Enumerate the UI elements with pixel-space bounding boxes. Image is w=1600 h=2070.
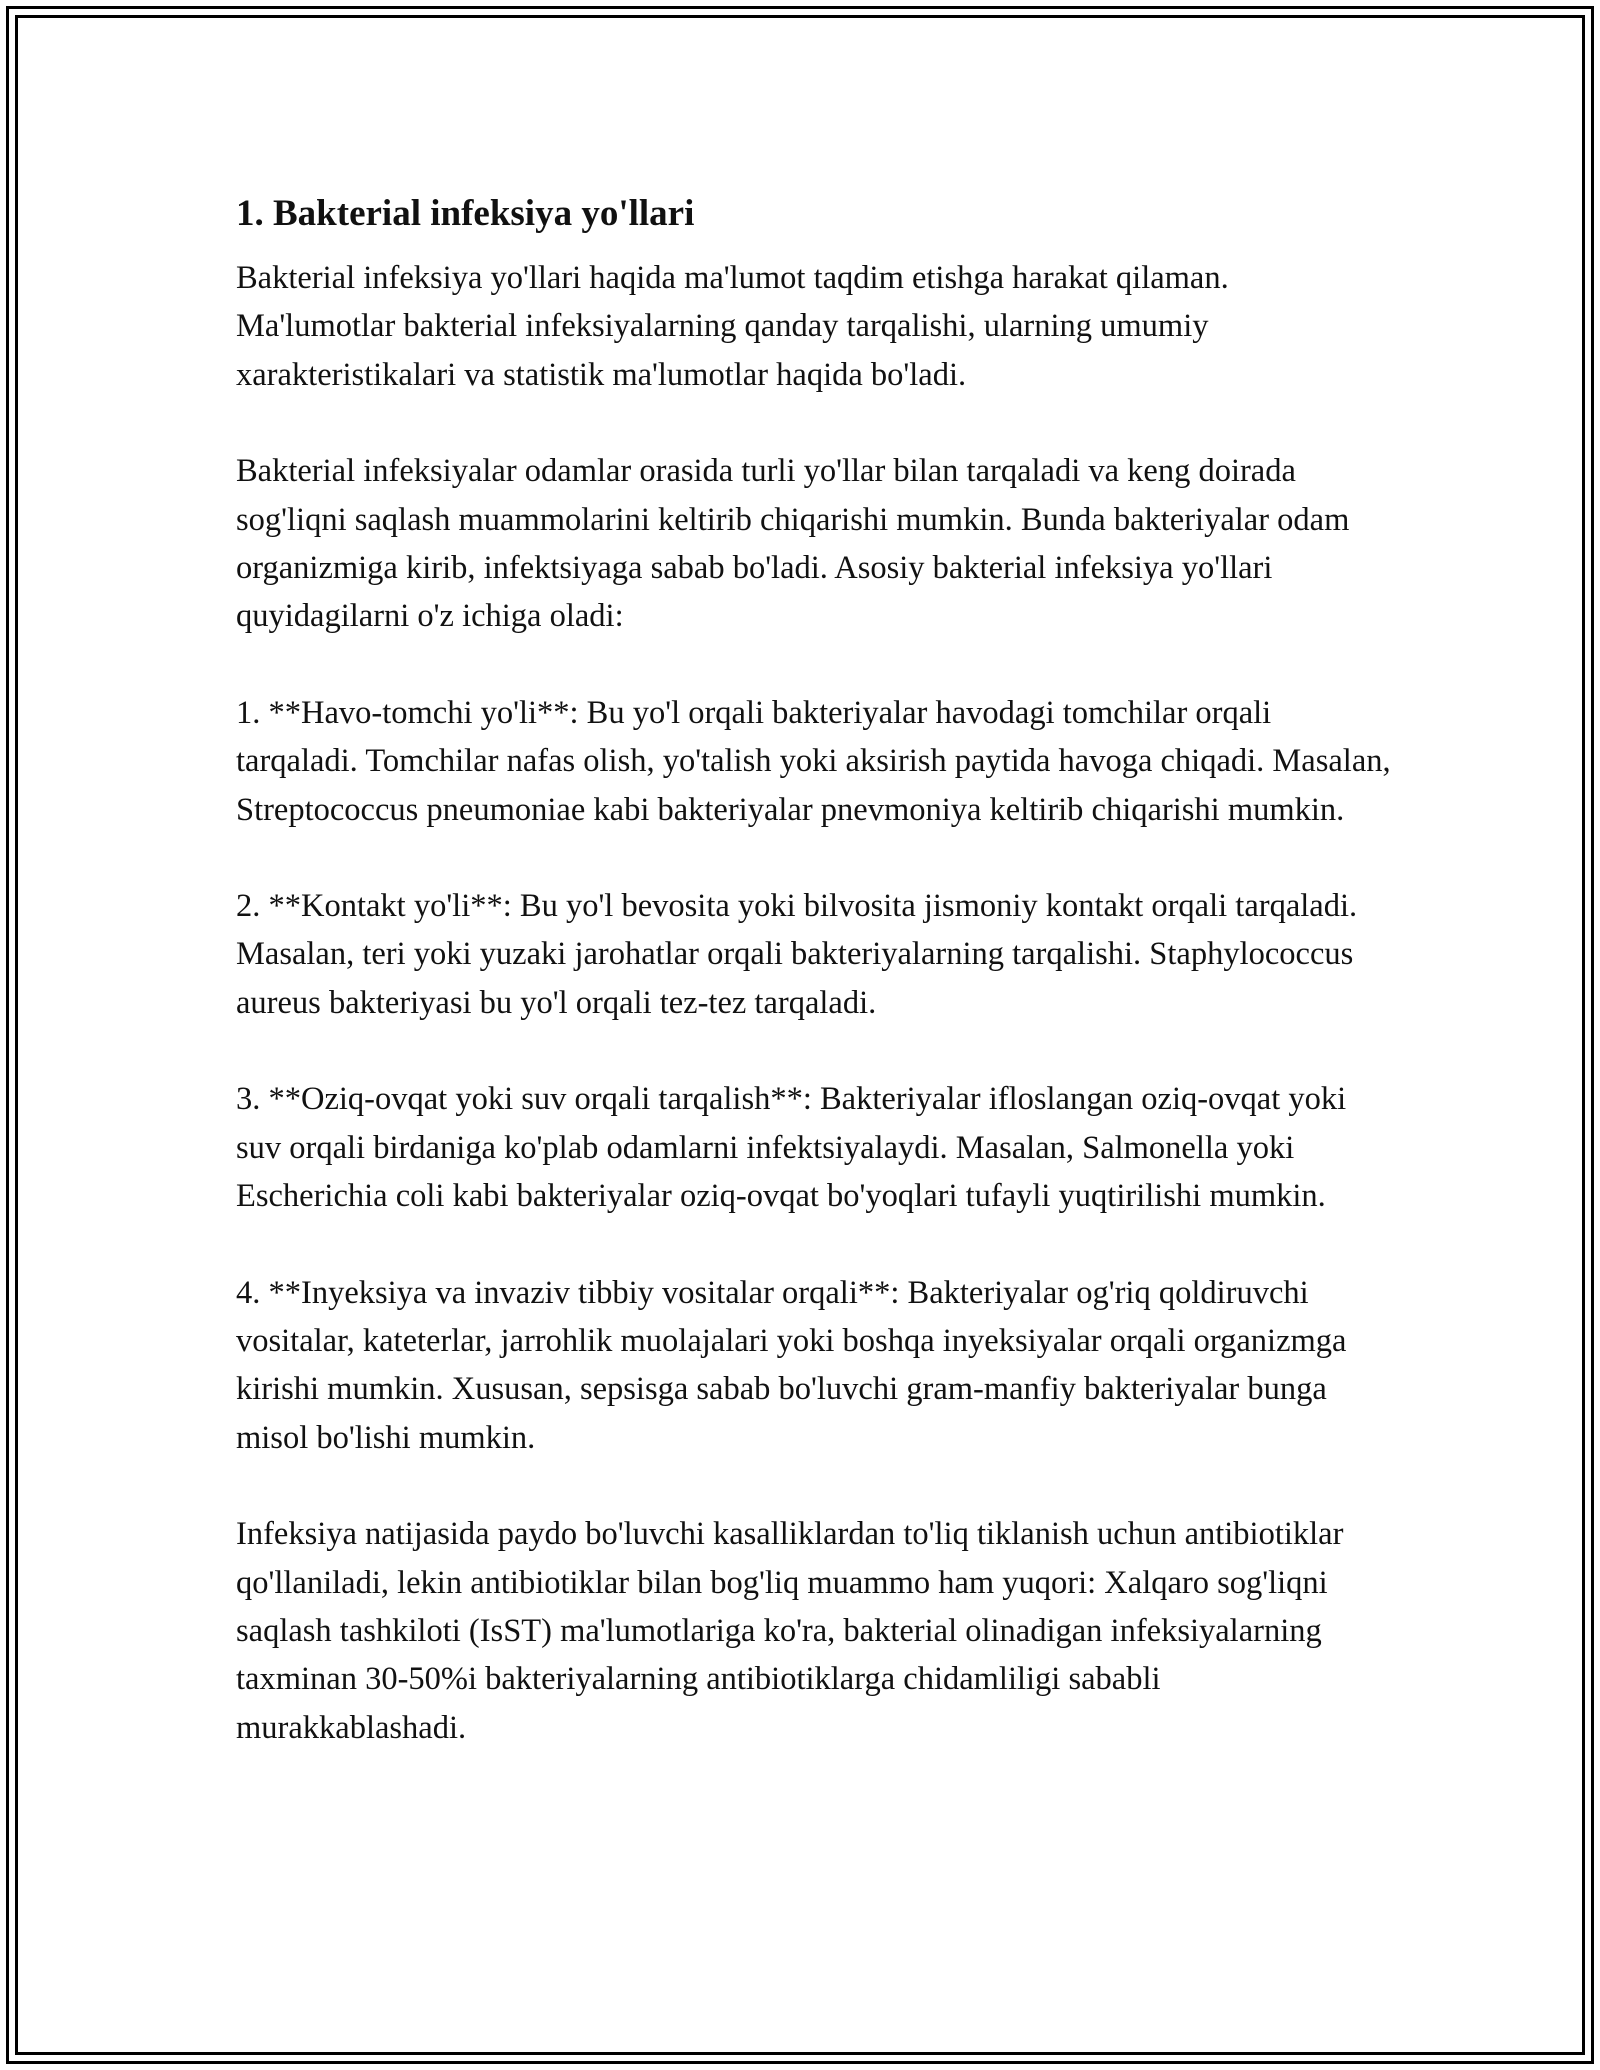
paragraph-injection: 4. **Inyeksiya va invaziv tibbiy vositalar orqali**: Bakteriyalar og'riq qoldiruvchi vositalar, kateterlar, jarrohlik muolajalari yoki boshqa inyeksiyalar orqali organizmga kirishi mumkin. Xususan, sepsisga sabab bo'luvchi gram-manfiy bakteriyalar bunga misol bo'lishi mumkin. [236, 1274, 1347, 1456]
paragraph-airborne: 1. **Havo-tomchi yo'li**: Bu yo'l orqali bakteriyalar havodagi tomchilar orqali tarqaladi. Tomchilar nafas olish, yo'talish yoki aksirish paytida havoga chiqadi. Masalan, Streptococcus pneumoniae kabi bakteriyalar pnevmoniya keltirib chiqarishi mumkin. [236, 694, 1391, 828]
paragraph-intro: Bakterial infeksiya yo'llari haqida ma'lumot taqdim etishga harakat qilaman. Ma'lumotlar bakterial infeksiyalarning qanday tarqalishi, ularning umumiy xarakteristikalari va statistik ma'lumotlar haqida bo'ladi. [236, 260, 1229, 393]
paragraph-food-water: 3. **Oziq-ovqat yoki suv orqali tarqalish**: Bakteriyalar ifloslangan oziq-ovqat yoki suv orqali birdaniga ko'plab odamlarni infektsiyalaydi. Masalan, Salmonella yoki Escherichia coli kabi bakteriyalar oziq-ovqat bo'yoqlari tufayli yuqtirilishi mumkin. [236, 1081, 1347, 1215]
paragraph-antibiotics: Infeksiya natijasida paydo bo'luvchi kasalliklardan to'liq tiklanish uchun antibiotiklar qo'llaniladi, lekin antibiotiklar bilan bog'liq muammo ham yuqori: Xalqaro sog'liqni saqlash tashkiloti (IsST) ma'lumotlariga ko'ra, bakterial olinadigan infeksiyalarning taxminan 30-50%i bakteriyalarning antibiotiklarga chidamliligi sababli murakkablashadi. [236, 1516, 1344, 1746]
document-title: 1. Bakterial infeksiya yo'llari [236, 193, 695, 234]
paragraph-overview: Bakterial infeksiyalar odamlar orasida turli yo'llar bilan tarqaladi va keng doirada sog'liqni saqlash muammolarini keltirib chiqarishi mumkin. Bunda bakteriyalar odam organizmiga kirib, infektsiyaga sabab bo'ladi. Asosiy bakterial infeksiya yo'llari quyidagilarni o'z ichiga oladi: [236, 453, 1350, 635]
paragraph-contact: 2. **Kontakt yo'li**: Bu yo'l bevosita yoki bilvosita jismoniy kontakt orqali tarqaladi. Masalan, teri yoki yuzaki jarohatlar orqali bakteriyalarning tarqalishi. Staphylococcus aureus bakteriyasi bu yo'l orqali tez-tez tarqaladi. [236, 888, 1358, 1021]
document-body [236, 188, 1396, 1800]
